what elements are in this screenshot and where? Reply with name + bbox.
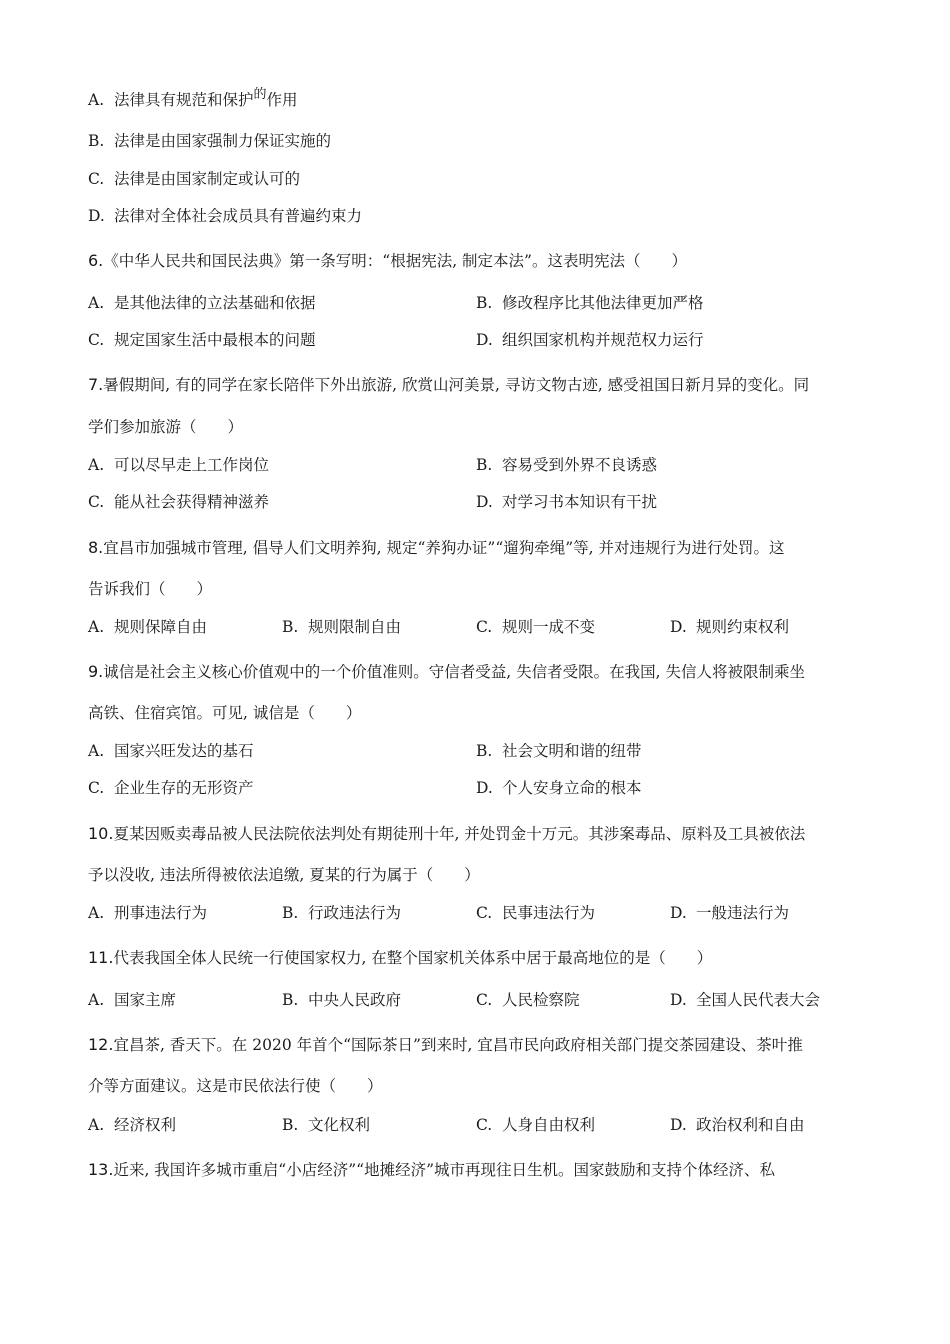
q11-stem-line1	[88, 947, 712, 969]
question-stem: 宜昌市加强城市管理, 倡导人们文明养狗, 规定“养狗办证”“遛狗牵绳”等, 并对违规行为进行处罚。这	[103, 539, 785, 557]
q10-option-c	[476, 902, 595, 924]
option-key: D.	[476, 331, 493, 349]
option-key: A.	[88, 991, 105, 1009]
q12-option-b	[282, 1114, 370, 1136]
option-text: 政治权利和自由	[696, 1116, 805, 1134]
question-stem: 诚信是社会主义核心价值观中的一个价值准则。守信者受益, 失信者受限。在我国, 失信人将被限制乘坐	[103, 663, 805, 681]
option-text: 个人安身立命的根本	[502, 779, 642, 797]
option-text: 国家兴旺发达的基石	[114, 742, 254, 760]
q8-stem-line2	[88, 578, 212, 600]
option-text: 人民检察院	[502, 991, 580, 1009]
option-key: B.	[282, 904, 299, 922]
option-text: 企业生存的无形资产	[114, 779, 254, 797]
q12-stem-line2	[88, 1075, 383, 1097]
q10-stem-line1	[88, 823, 805, 845]
q5-option-d	[88, 205, 362, 227]
question-stem: 暑假期间, 有的同学在家长陪伴下外出旅游, 欣赏山河美景, 寻访文物古迹, 感受祖国日新月异的变化。同	[103, 376, 810, 394]
option-text: 全国人民代表大会	[696, 991, 821, 1009]
question-number: 6.	[88, 251, 104, 270]
q8-option-b	[282, 616, 401, 638]
option-text: 规定国家生活中最根本的问题	[114, 331, 316, 349]
option-text: 一般违法行为	[696, 904, 790, 922]
q11-option-c	[476, 989, 580, 1011]
q8-option-a	[88, 616, 207, 638]
q11-option-d	[670, 989, 820, 1011]
option-text: 民事违法行为	[502, 904, 596, 922]
option-text: 是其他法律的立法基础和依据	[114, 294, 316, 312]
option-text: 经济权利	[114, 1116, 177, 1134]
option-key: B.	[476, 456, 493, 474]
option-text: 修改程序比其他法律更加严格	[502, 294, 704, 312]
option-key: C.	[476, 991, 493, 1009]
q9-stem-line2	[88, 702, 361, 724]
option-key: A.	[88, 904, 105, 922]
option-key: A.	[88, 1116, 105, 1134]
option-text: 对学习书本知识有干扰	[502, 493, 658, 511]
option-text: 刑事违法行为	[114, 904, 208, 922]
q8-option-c	[476, 616, 595, 638]
option-key: C.	[476, 1116, 493, 1134]
q9-option-a	[88, 740, 254, 762]
option-text: 法律具有规范和保护	[114, 91, 254, 109]
option-text: 作用	[266, 91, 298, 109]
q10-stem-line2	[88, 864, 480, 886]
q7-stem-line1	[88, 374, 809, 396]
question-number: 9.	[88, 662, 104, 681]
q11-option-a	[88, 989, 176, 1011]
option-key: B.	[88, 132, 105, 150]
option-key: C.	[88, 493, 105, 511]
option-text: 社会文明和谐的纽带	[502, 742, 642, 760]
q6-option-a	[88, 292, 316, 314]
question-stem: 近来, 我国许多城市重启“小店经济”“地摊经济”城市再现往日生机。国家鼓励和支持个体经济、私	[113, 1161, 776, 1179]
option-text: 行政违法行为	[308, 904, 402, 922]
q5-option-a	[88, 89, 298, 113]
option-key: A.	[88, 294, 105, 312]
option-key: C.	[88, 331, 105, 349]
option-key: C.	[88, 170, 105, 188]
q8-option-d	[670, 616, 789, 638]
option-key: B.	[282, 991, 299, 1009]
option-key: D.	[670, 618, 687, 636]
question-number: 7.	[88, 375, 104, 394]
question-stem: 《中华人民共和国民法典》第一条写明：“根据宪法, 制定本法”。这表明宪法（ ）	[103, 252, 687, 270]
q12-option-a	[88, 1114, 176, 1136]
question-stem: 宜昌茶, 香天下。在 2020 年首个“国际茶日”到来时, 宜昌市民向政府相关部门提交茶园建设、茶叶推	[113, 1036, 803, 1054]
q12-stem-line1	[88, 1034, 803, 1056]
question-number: 11.	[88, 948, 114, 967]
option-key: C.	[476, 618, 493, 636]
option-key: B.	[282, 1116, 299, 1134]
option-key: D.	[670, 904, 687, 922]
q11-option-b	[282, 989, 401, 1011]
option-key: D.	[670, 991, 687, 1009]
q5-option-c	[88, 168, 300, 190]
option-text-sup: 的	[253, 87, 267, 102]
option-key: B.	[476, 742, 493, 760]
option-text: 法律是由国家强制力保证实施的	[114, 132, 332, 150]
option-key: C.	[476, 904, 493, 922]
q9-option-c	[88, 777, 254, 799]
q13-stem-line1	[88, 1159, 775, 1181]
question-number: 8.	[88, 538, 104, 557]
option-text: 规则限制自由	[308, 618, 402, 636]
option-key: A.	[88, 742, 105, 760]
q12-option-c	[476, 1114, 595, 1136]
question-number: 12.	[88, 1035, 114, 1054]
q12-option-d	[670, 1114, 805, 1136]
option-key: A.	[88, 456, 105, 474]
option-text: 人身自由权利	[502, 1116, 596, 1134]
option-text: 规则约束权利	[696, 618, 790, 636]
q6-stem	[88, 250, 687, 272]
q9-option-d	[476, 777, 642, 799]
option-key: A.	[88, 618, 105, 636]
option-text: 可以尽早走上工作岗位	[114, 456, 270, 474]
question-number: 10.	[88, 824, 114, 843]
question-stem: 代表我国全体人民统一行使国家权力, 在整个国家机关体系中居于最高地位的是（ ）	[113, 949, 713, 967]
option-text: 法律是由国家制定或认可的	[114, 170, 301, 188]
question-number: 13.	[88, 1160, 114, 1179]
option-text: 文化权利	[308, 1116, 371, 1134]
option-key: B.	[476, 294, 493, 312]
question-stem: 介等方面建议。这是市民依法行使（ ）	[88, 1077, 383, 1095]
q6-option-c	[88, 329, 316, 351]
q7-option-a	[88, 454, 269, 476]
question-stem: 告诉我们（ ）	[88, 580, 213, 598]
option-text: 规则一成不变	[502, 618, 596, 636]
question-stem: 学们参加旅游（ ）	[88, 418, 244, 436]
option-key: B.	[282, 618, 299, 636]
question-stem: 夏某因贩卖毒品被人民法院依法判处有期徒刑十年, 并处罚金十万元。其涉案毒品、原料及工具被依法	[113, 825, 806, 843]
q10-option-a	[88, 902, 207, 924]
option-text: 法律对全体社会成员具有普遍约束力	[114, 207, 363, 225]
option-key: D.	[476, 493, 493, 511]
option-key: D.	[670, 1116, 687, 1134]
q7-option-d	[476, 491, 657, 513]
q10-option-d	[670, 902, 789, 924]
q6-option-d	[476, 329, 704, 351]
question-stem: 予以没收, 违法所得被依法追缴, 夏某的行为属于（ ）	[88, 866, 480, 884]
option-key: C.	[88, 779, 105, 797]
question-stem: 高铁、住宿宾馆。可见, 诚信是（ ）	[88, 704, 362, 722]
q10-option-b	[282, 902, 401, 924]
option-text: 规则保障自由	[114, 618, 208, 636]
q7-stem-line2	[88, 416, 243, 438]
q8-stem-line1	[88, 537, 785, 559]
q5-option-b	[88, 130, 331, 152]
q9-stem-line1	[88, 661, 805, 683]
q9-option-b	[476, 740, 642, 762]
option-key: D.	[476, 779, 493, 797]
option-key: D.	[88, 207, 105, 225]
option-key: A.	[88, 91, 105, 109]
option-text: 组织国家机构并规范权力运行	[502, 331, 704, 349]
option-text: 容易受到外界不良诱惑	[502, 456, 658, 474]
q6-option-b	[476, 292, 704, 314]
q7-option-c	[88, 491, 269, 513]
option-text: 国家主席	[114, 991, 177, 1009]
q7-option-b	[476, 454, 657, 476]
option-text: 能从社会获得精神滋养	[114, 493, 270, 511]
option-text: 中央人民政府	[308, 991, 402, 1009]
